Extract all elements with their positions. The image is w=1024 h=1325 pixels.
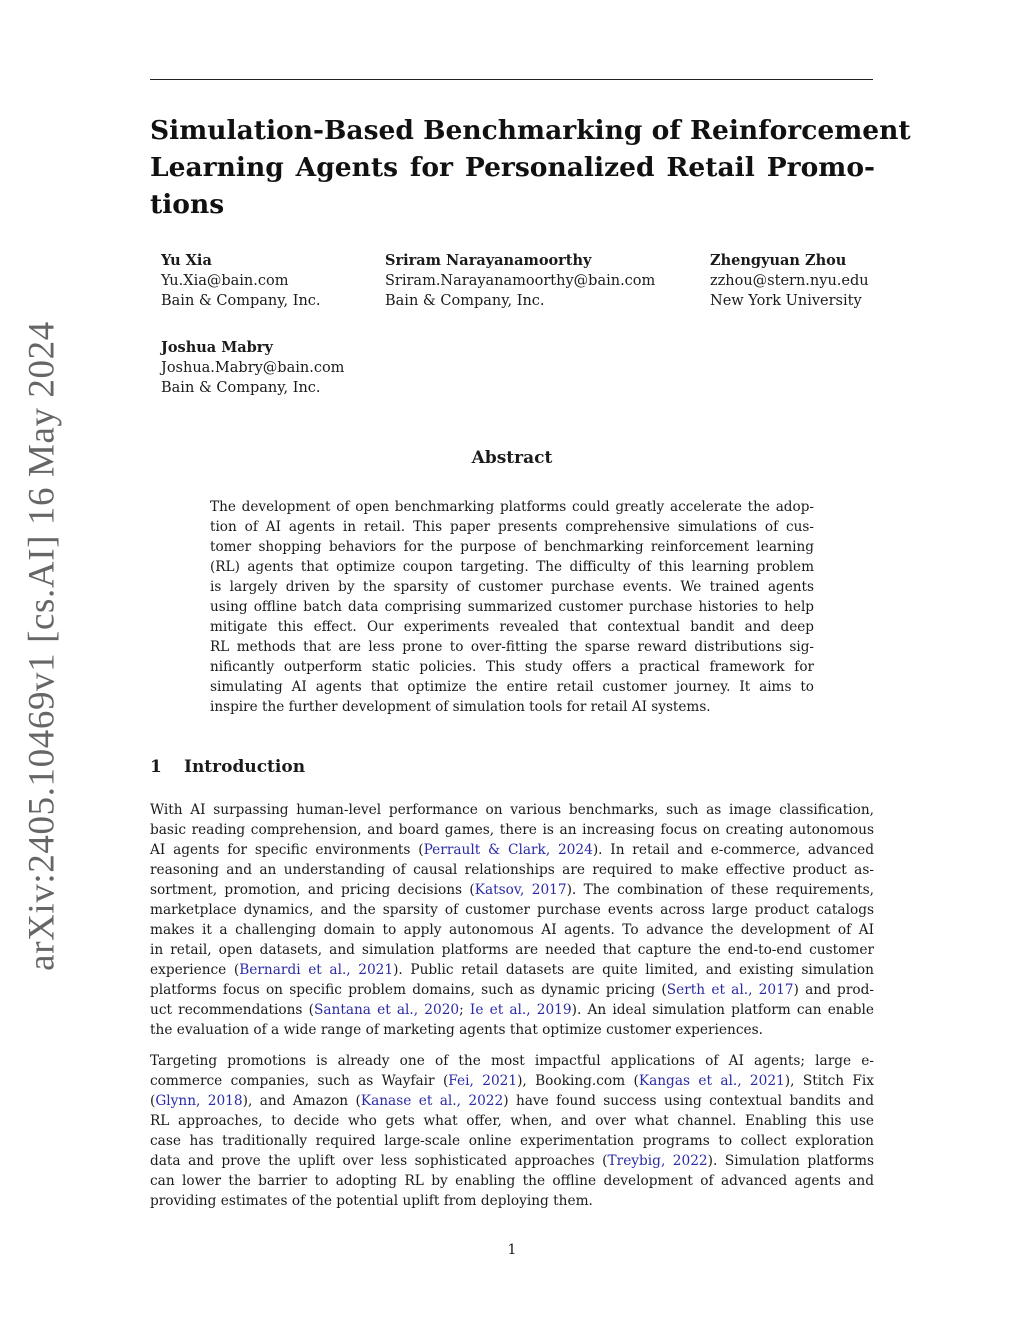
- text-line: case has traditionally required large-scale online experimentation programs to collect exploration: [150, 1133, 874, 1149]
- text-line: providing estimates of the potential uplift from deploying them.: [150, 1193, 593, 1209]
- author-email[interactable]: Sriram.Narayanamoorthy@bain.com: [385, 273, 656, 289]
- paper-title: [150, 112, 911, 223]
- abstract-line: simulating AI agents that optimize the entire retail customer journey. It aims to: [210, 679, 814, 695]
- citation-link[interactable]: Kangas et al., 2021: [638, 1073, 785, 1089]
- section-title: Introduction: [184, 757, 306, 777]
- abstract-body: [210, 497, 814, 717]
- top-rule: [150, 79, 873, 80]
- author-affiliation: New York University: [710, 293, 862, 309]
- author-email[interactable]: zzhou@stern.nyu.edu: [710, 273, 869, 289]
- citation-link[interactable]: Bernardi et al., 2021: [239, 962, 394, 978]
- citation-link[interactable]: Katsov, 2017: [474, 882, 567, 898]
- author-name: Joshua Mabry: [161, 339, 273, 356]
- text-line: uct recommendations (Santana et al., 2020; Ie et al., 2019). An ideal simulation platform can enable: [150, 1002, 875, 1018]
- abstract-line: mitigate this effect. Our experiments revealed that contextual bandit and deep: [210, 619, 814, 635]
- abstract-line: tomer shopping behaviors for the purpose of benchmarking reinforcement learning: [210, 539, 814, 555]
- citation-link[interactable]: Fei, 2021: [448, 1073, 518, 1089]
- abstract-line: nificantly outperform static policies. This study offers a practical framework for: [210, 659, 814, 675]
- title-line: Learning Agents for Personalized Retail Promo-: [150, 152, 875, 183]
- citation-link[interactable]: Perrault & Clark, 2024: [423, 842, 593, 858]
- text-line: Targeting promotions is already one of the most impactful applications of AI agents; large e-: [150, 1053, 874, 1069]
- text-line: in retail, open datasets, and simulation platforms are needed that capture the end-to-end customer: [150, 942, 874, 958]
- citation-link[interactable]: Treybig, 2022: [607, 1153, 708, 1169]
- abstract-line: The development of open benchmarking platforms could greatly accelerate the adop-: [210, 499, 814, 515]
- title-line: Simulation-Based Benchmarking of Reinforcement: [150, 115, 911, 146]
- text-line: sortment, promotion, and pricing decisions (Katsov, 2017). The combination of these requirements,: [150, 882, 874, 898]
- author-entry: [710, 251, 869, 311]
- author-email[interactable]: Yu.Xia@bain.com: [161, 273, 289, 289]
- author-entry: [161, 251, 321, 311]
- citation-link[interactable]: Serth et al., 2017: [666, 982, 794, 998]
- text-line: commerce companies, such as Wayfair (Fei, 2021), Booking.com (Kangas et al., 2021), Stitch Fix: [150, 1073, 875, 1089]
- author-affiliation: Bain & Company, Inc.: [385, 293, 545, 309]
- citation-link[interactable]: Ie et al., 2019: [469, 1002, 572, 1018]
- text-line: basic reading comprehension, and board games, there is an increasing focus on creating autonomous: [150, 822, 874, 838]
- text-line: reasoning and an understanding of causal relationships are required to make effective product as-: [150, 862, 874, 878]
- citation-link[interactable]: Kanase et al., 2022: [360, 1093, 504, 1109]
- intro-paragraph-1: [150, 800, 874, 1040]
- text-line: (Glynn, 2018), and Amazon (Kanase et al., 2022) have found success using contextual bandits and: [150, 1093, 874, 1109]
- author-name: Zhengyuan Zhou: [710, 252, 847, 269]
- abstract-line: tion of AI agents in retail. This paper presents comprehensive simulations of cus-: [210, 519, 814, 535]
- text-line: RL approaches, to decide who gets what offer, when, and over what channel. Enabling this use: [150, 1113, 874, 1129]
- abstract-line: using offline batch data comprising summarized customer purchase histories to help: [210, 599, 814, 615]
- text-line: AI agents for specific environments (Perrault & Clark, 2024). In retail and e-commerce, advanced: [150, 842, 874, 858]
- abstract-line: (RL) agents that optimize coupon targeting. The difficulty of this learning problem: [210, 559, 814, 575]
- page-number: 1: [507, 1242, 517, 1258]
- author-affiliation: Bain & Company, Inc.: [161, 380, 321, 396]
- abstract-line: inspire the further development of simulation tools for retail AI systems.: [210, 699, 711, 715]
- text-line: With AI surpassing human-level performance on various benchmarks, such as image classification,: [150, 802, 874, 818]
- author-email[interactable]: Joshua.Mabry@bain.com: [161, 360, 345, 376]
- citation-link[interactable]: Santana et al., 2020: [313, 1002, 460, 1018]
- abstract-line: is largely driven by the sparsity of customer purchase events. We trained agents: [210, 579, 814, 595]
- intro-paragraph-2: [150, 1051, 874, 1211]
- author-name: Yu Xia: [161, 252, 212, 269]
- text-line: marketplace dynamics, and the sparsity of customer purchase events across large product catalogs: [150, 902, 874, 918]
- arxiv-side-label[interactable]: arXiv:2405.10469v1 [cs.AI] 16 May 2024: [21, 321, 63, 971]
- text-line: data and prove the uplift over less sophisticated approaches (Treybig, 2022). Simulation platforms: [150, 1153, 874, 1169]
- text-line: can lower the barrier to adopting RL by enabling the offline development of advanced agents and: [150, 1173, 874, 1189]
- author-entry: [161, 338, 344, 398]
- title-line: tions: [150, 189, 225, 220]
- abstract-heading: Abstract: [471, 448, 553, 468]
- text-line: makes it a challenging domain to apply autonomous AI agents. To advance the development of AI: [150, 922, 874, 938]
- citation-link[interactable]: Glynn, 2018: [155, 1093, 243, 1109]
- text-line: experience (Bernardi et al., 2021). Public retail datasets are quite limited, and existing simulation: [150, 962, 874, 978]
- author-entry: [385, 251, 655, 311]
- author-name: Sriram Narayanamoorthy: [385, 252, 592, 269]
- author-affiliation: Bain & Company, Inc.: [161, 293, 321, 309]
- section-number: 1: [150, 757, 162, 777]
- text-line: the evaluation of a wide range of marketing agents that optimize customer experiences.: [150, 1022, 763, 1038]
- abstract-line: RL methods that are less prone to over-fitting the sparse reward distributions sig-: [210, 639, 814, 655]
- section-heading: [150, 757, 305, 777]
- text-line: platforms focus on specific problem domains, such as dynamic pricing (Serth et al., 2017) and prod-: [150, 982, 874, 998]
